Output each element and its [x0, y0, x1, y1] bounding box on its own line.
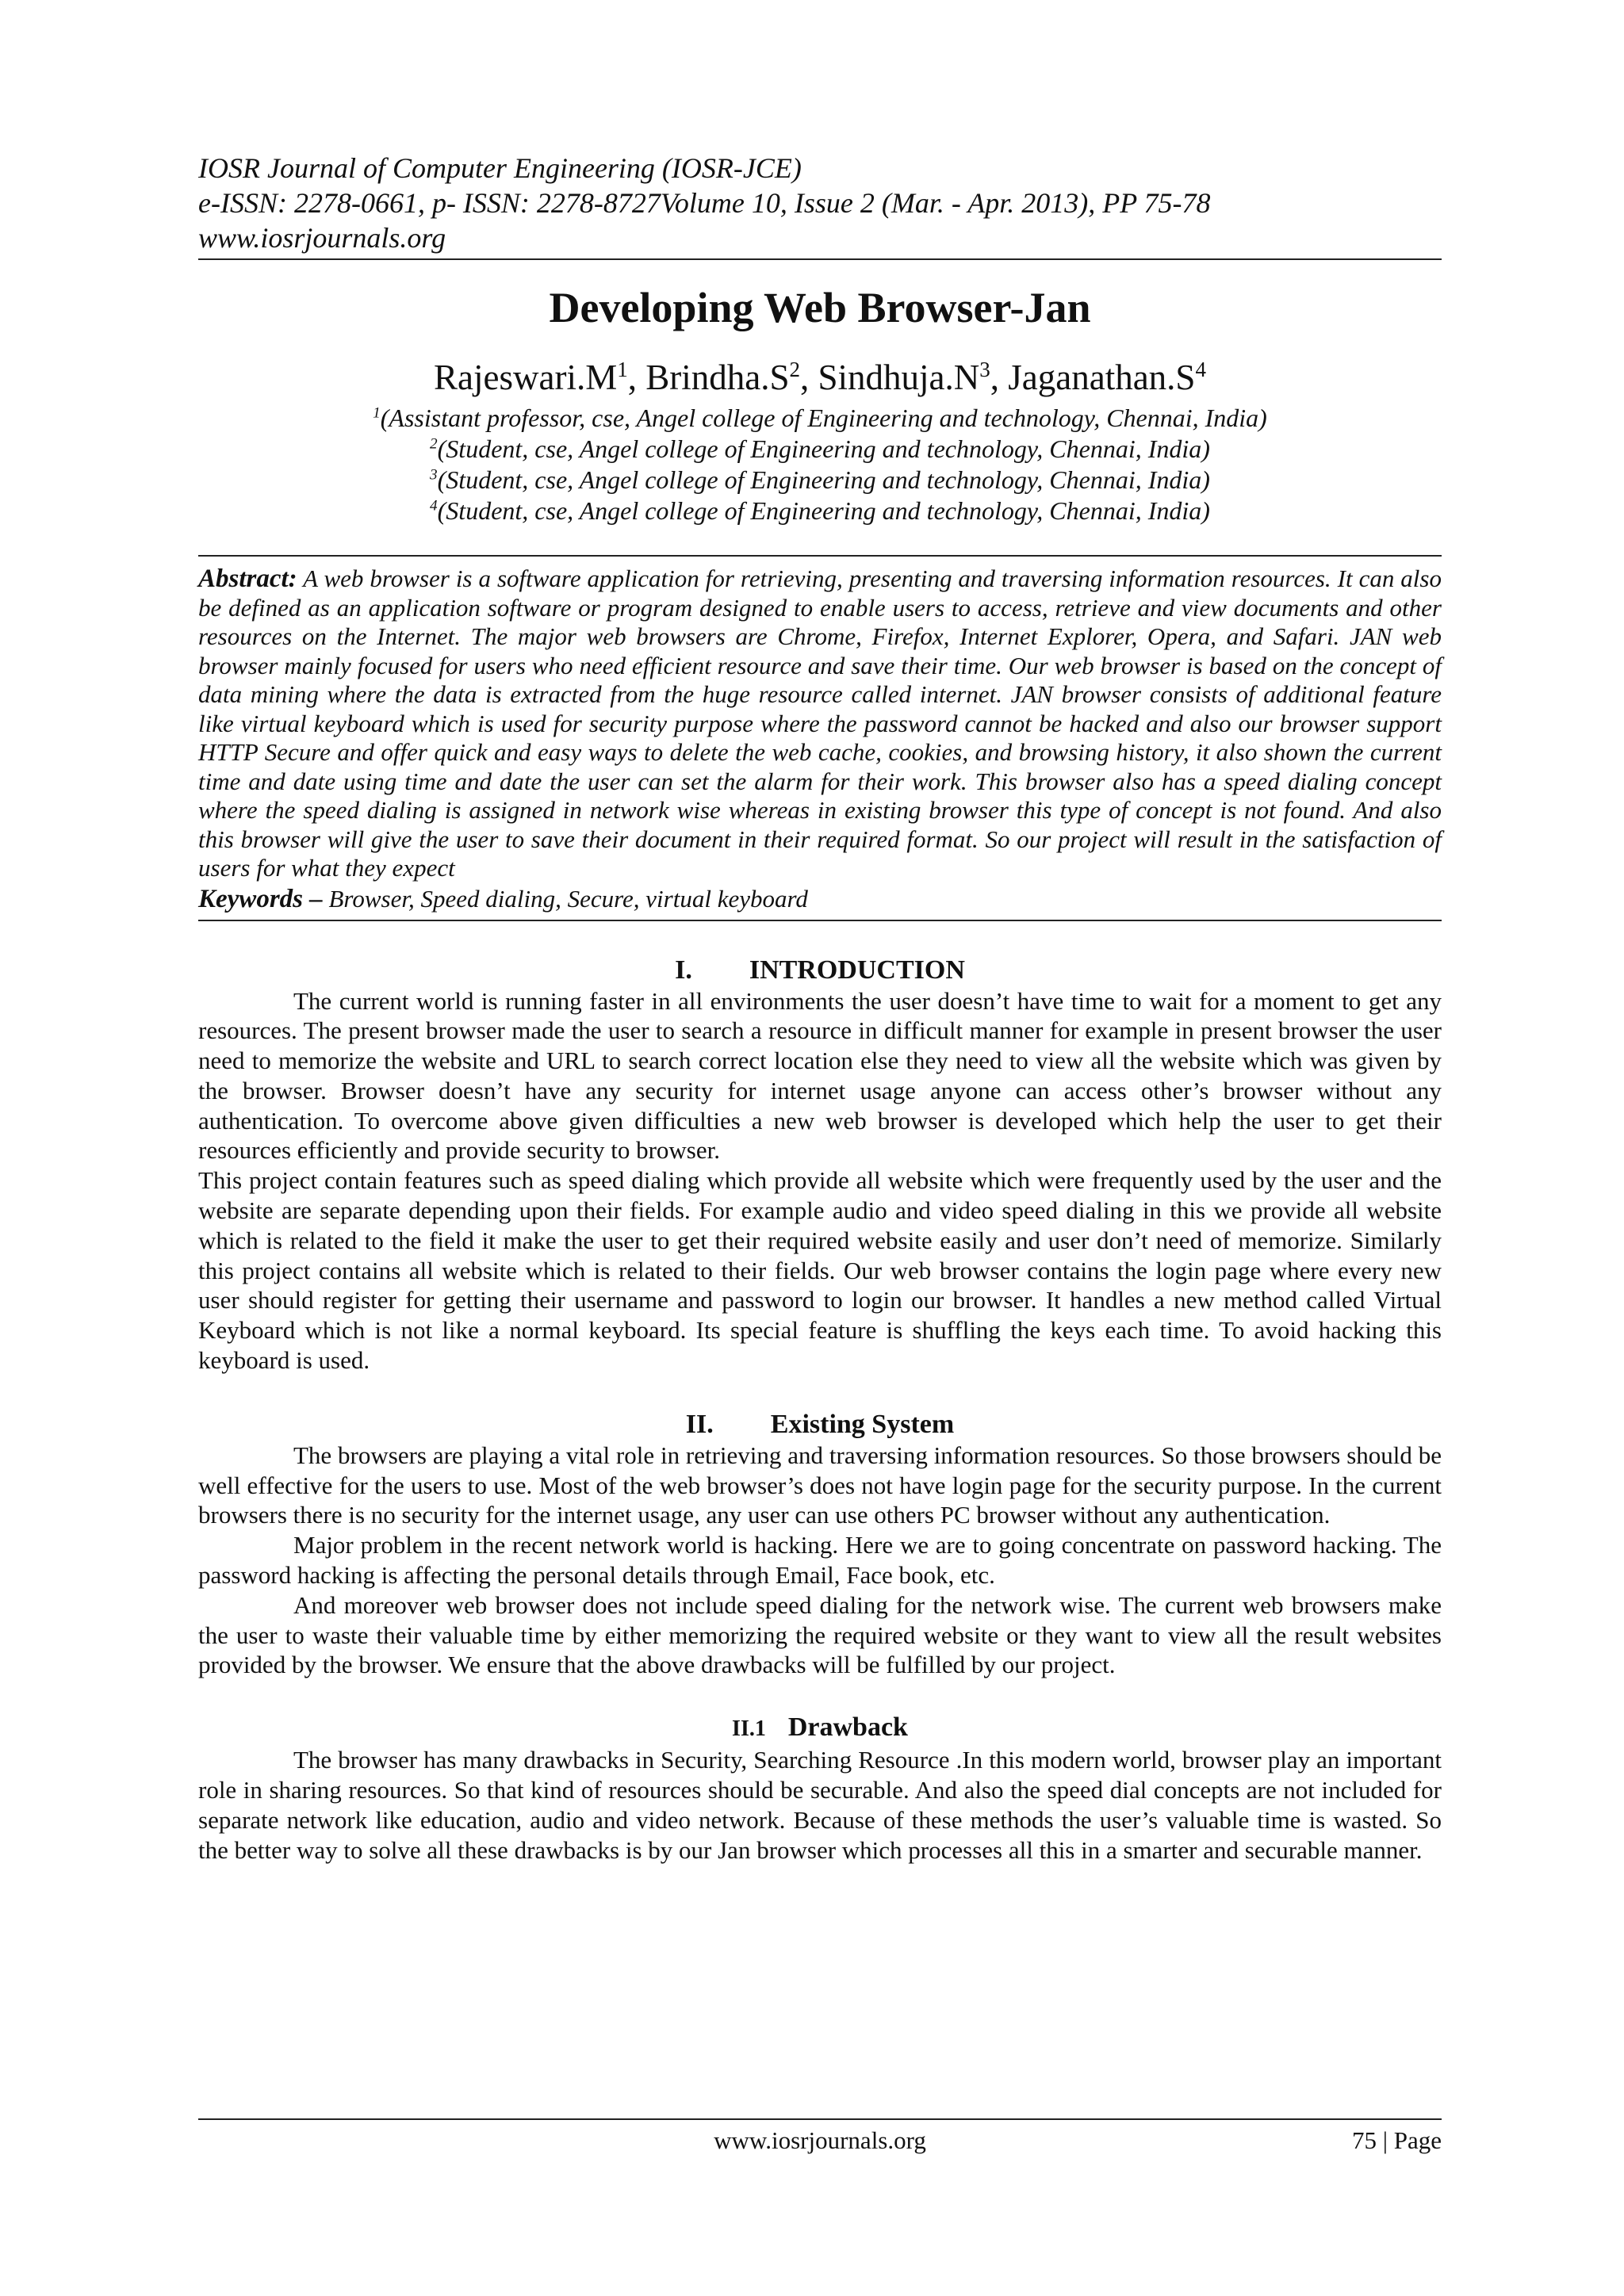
- author-sep: ,: [627, 358, 646, 397]
- paragraph: The browser has many drawbacks in Security, Searching Resource .In this modern world, browser play an important role in sharing resources. So that kind of resources should be securable. And also the speed dial concepts are not included for separate network like education, audio and video network. Because of these methods the user’s valuable time is wasted. So the better way to solve all these drawbacks is by our Jan browser which processes all this in a smarter and securable manner.: [198, 1746, 1442, 1864]
- keywords-label: Keywords –: [198, 884, 323, 913]
- journal-issn: e-ISSN: 2278-0661, p- ISSN: 2278-8727Volume 10, Issue 2 (Mar. - Apr. 2013), PP 75-78: [198, 187, 1211, 219]
- section-heading-existing-system: [198, 1409, 1442, 1441]
- paragraph: The current world is running faster in all environments the user doesn’t have time to wait for a moment to get any resources. The present browser made the user to search a resource in difficult manner for example in present browser the user need to memorize the website and URL to search correct location else they need to view all the website which was given by the browser. Browser doesn’t have any security for internet usage anyone can access other’s browser without any authentication. To overcome above given difficulties a new web browser is developed which help the user to get their resources efficiently and provide security to browser.: [198, 986, 1442, 1165]
- affiliation: [198, 403, 1442, 434]
- keywords-text: Browser, Speed dialing, Secure, virtual keyboard: [328, 884, 808, 913]
- affiliation-text: (Student, cse, Angel college of Engineering and technology, Chennai, India): [437, 496, 1210, 525]
- subsection-number: II.1: [732, 1716, 766, 1742]
- journal-header: [198, 151, 1442, 260]
- section-title-rest: NTRODUCTION: [760, 955, 965, 985]
- author-name: Brindha.S: [645, 358, 790, 397]
- section-number: II.: [685, 1409, 714, 1439]
- section-number: I.: [675, 955, 692, 985]
- journal-name: IOSR Journal of Computer Engineering (IOSR-JCE): [198, 152, 802, 184]
- affiliation: [198, 465, 1442, 496]
- author-sup: 1: [617, 358, 628, 381]
- section-heading-introduction: [198, 955, 1442, 986]
- abstract-label: Abstract:: [198, 564, 297, 593]
- author-name: Rajeswari.M: [434, 358, 618, 397]
- footer-site: www.iosrjournals.org: [714, 2126, 926, 2154]
- affiliation-sup: 4: [430, 497, 438, 515]
- affiliation-sup: 2: [430, 435, 438, 453]
- journal-url: www.iosrjournals.org: [198, 222, 446, 254]
- keywords: [198, 883, 1442, 915]
- author-sup: 4: [1195, 358, 1206, 381]
- affiliation-text: (Assistant professor, cse, Angel college of Engineering and technology, Chennai, India): [380, 404, 1267, 432]
- page-footer: [198, 2118, 1442, 2154]
- author-sup: 2: [789, 358, 800, 381]
- affiliation: [198, 434, 1442, 465]
- subsection-title: Drawback: [787, 1712, 908, 1743]
- section-title: Existing System: [770, 1409, 955, 1439]
- affiliation-text: (Student, cse, Angel college of Engineering and technology, Chennai, India): [437, 465, 1210, 494]
- author-name: Jaganathan.S: [1008, 358, 1196, 397]
- author-sep: ,: [990, 358, 1009, 397]
- affiliation-text: (Student, cse, Angel college of Engineering and technology, Chennai, India): [437, 434, 1210, 463]
- affiliation-sup: 1: [373, 404, 381, 422]
- paper-page: [198, 151, 1442, 1865]
- author-name: Sindhuja.N: [818, 358, 980, 397]
- affiliation-list: [198, 403, 1442, 526]
- affiliation-sup: 3: [430, 466, 438, 484]
- paragraph: And moreover web browser does not include speed dialing for the network wise. The current web browsers make the user to waste their valuable time by either memorizing the required website or they want to view all the result websites provided by the browser. We ensure that the above drawbacks will be fulfilled by our project.: [198, 1590, 1442, 1679]
- author-list: [198, 355, 1442, 400]
- paragraph: This project contain features such as speed dialing which provide all website which were frequently used by the user and the website are separate depending upon their fields. For example audio and video speed dialing in this we provide all website which is related to the field it make the user to get their required website easily and user don’t need of memorize. Similarly this project contains all website which is related to their fields. Our web browser contains the login page where every new user should register for getting their username and password to login our browser. It handles a new method called Virtual Keyboard which is not like a normal keyboard. Its special feature is shuffling the keys each time. To avoid hacking this keyboard is used.: [198, 1166, 1442, 1375]
- subsection-heading-drawback: [198, 1712, 1442, 1745]
- paragraph: Major problem in the recent network world is hacking. Here we are to going concentrate on password hacking. The password hacking is affecting the personal details through Email, Face book, etc.: [198, 1531, 1442, 1590]
- abstract-block: [198, 555, 1442, 921]
- footer-page-number: 75 | Page: [1352, 2126, 1442, 2154]
- paragraph: The browsers are playing a vital role in retrieving and traversing information resources. So those browsers should be well effective for the users to use. Most of the web browser’s does not have login page for the security purpose. In the current browsers there is no security for the internet usage, any user can use others PC browser without any authentication.: [198, 1441, 1442, 1529]
- abstract: [198, 564, 1442, 883]
- paper-title: Developing Web Browser-Jan: [549, 284, 1091, 331]
- affiliation: [198, 496, 1442, 526]
- section-title-initial: I: [749, 955, 760, 985]
- abstract-text: A web browser is a software application for retrieving, presenting and traversing information resources. It can also be defined as an application software or program designed to enable users to access, retrieve and view documents and other resources on the Internet. The major web browsers are Chrome, Firefox, Internet Explorer, Opera, and Safari. JAN web browser mainly focused for users who need efficient resource and save their time. Our web browser is based on the concept of data mining where the data is extracted from the huge resource called internet. JAN browser consists of additional feature like virtual keyboard which is used for security purpose where the password cannot be hacked and also our browser support HTTP Secure and offer quick and easy ways to delete the web cache, cookies, and browsing history, it also shown the current time and date using time and date the user can set the alarm for their work. This browser also has a speed dialing concept where the speed dialing is assigned in network wise whereas in existing browser this type of concept is not found. And also this browser will give the user to save their document in their required format. So our project will result in the satisfaction of users for what they expect: [198, 564, 1442, 882]
- author-sep: ,: [800, 358, 818, 397]
- author-sup: 3: [979, 358, 990, 381]
